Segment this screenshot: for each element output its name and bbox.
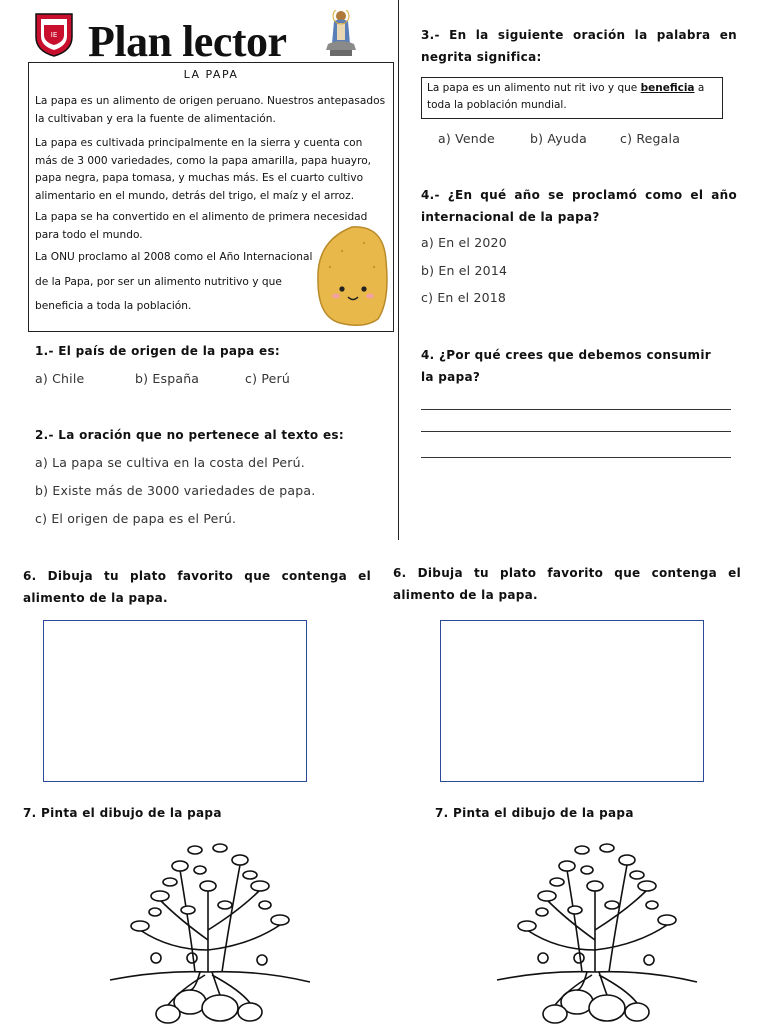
smiling-potato-icon xyxy=(312,221,392,329)
drawing-box-left[interactable] xyxy=(43,620,307,782)
q3-option-b[interactable]: b) Ayuda xyxy=(530,131,588,146)
q4-option-b[interactable]: b) En el 2014 xyxy=(421,263,508,278)
q4-option-c[interactable]: c) En el 2018 xyxy=(421,290,507,305)
answer-line-3[interactable] xyxy=(421,457,731,458)
reading-heading: LA PAPA xyxy=(183,68,239,81)
answer-line-1[interactable] xyxy=(421,409,731,410)
question-1: 1.- El país de origen de la papa es: xyxy=(35,344,281,358)
potato-plant-icon[interactable] xyxy=(100,830,315,1030)
answer-line-2[interactable] xyxy=(421,431,731,432)
potato-plant-icon[interactable] xyxy=(487,830,702,1030)
q3-sentence-after: a toda la población mundial. xyxy=(427,82,705,111)
q3-option-a[interactable]: a) Vende xyxy=(438,131,495,146)
q1-option-b[interactable]: b) España xyxy=(135,371,200,386)
q1-option-a[interactable]: a) Chile xyxy=(35,371,85,386)
q2-option-b[interactable]: b) Existe más de 3000 variedades de papa. xyxy=(35,483,316,498)
question-7-left: 7. Pinta el dibujo de la papa xyxy=(23,806,222,820)
q3-sentence-before: La papa es un alimento nut rit ivo y que xyxy=(427,82,641,94)
school-shield-icon xyxy=(33,11,75,57)
q3-sentence-box xyxy=(421,77,723,119)
question-6-left: 6. Dibuja tu plato favorito que contenga el alimento de la papa. xyxy=(23,569,371,605)
q1-option-c[interactable]: c) Perú xyxy=(245,371,290,386)
question-6-right: 6. Dibuja tu plato favorito que contenga el alimento de la papa. xyxy=(393,566,741,602)
reading-paragraph-2: La papa es cultivada principalmente en la sierra y cuenta con más de 3 000 variedades, como la papa amarilla, papa huayro, papa negra, papa tomasa, y muchas más. Es el cuarto cultivo alimentario en el mundo, detrás del trigo, el maíz y el arroz. xyxy=(35,137,372,202)
reading-paragraph-4c: beneficia a toda la población. xyxy=(35,300,192,312)
svg-text:IE: IE xyxy=(50,31,58,39)
reading-box xyxy=(28,62,394,332)
question-4: 4.- ¿En qué año se proclamó como el año internacional de la papa? xyxy=(421,188,737,224)
reading-paragraph-4b: de la Papa, por ser un alimento nutritivo y que xyxy=(35,276,282,288)
question-3: 3.- En la siguiente oración la palabra en negrita significa: xyxy=(421,28,737,64)
q2-option-c[interactable]: c) El origen de papa es el Perú. xyxy=(35,511,237,526)
reading-paragraph-1: La papa es un alimento de origen peruano. Nuestros antepasados la cultivaban y era la fuente de alimentación. xyxy=(35,95,386,125)
saint-statue-icon xyxy=(322,10,360,58)
reading-paragraph-3: La papa se ha convertido en el alimento de primera necesidad para todo el mundo. xyxy=(35,211,368,241)
question-2: 2.- La oración que no pertenece al texto es: xyxy=(35,428,344,442)
q3-option-c[interactable]: c) Regala xyxy=(620,131,681,146)
q3-bold-word: beneficia xyxy=(640,82,695,94)
column-divider xyxy=(398,0,399,540)
question-7-right: 7. Pinta el dibujo de la papa xyxy=(435,806,634,820)
q2-option-a[interactable]: a) La papa se cultiva en la costa del Perú. xyxy=(35,455,305,470)
reading-paragraph-4a: La ONU proclamo al 2008 como el Año Internacional xyxy=(35,251,313,263)
drawing-box-right[interactable] xyxy=(440,620,704,782)
q4-option-a[interactable]: a) En el 2020 xyxy=(421,235,507,250)
page-title: Plan lector xyxy=(88,17,287,66)
question-5: 4. ¿Por qué crees que debemos consumir la papa? xyxy=(421,348,711,384)
